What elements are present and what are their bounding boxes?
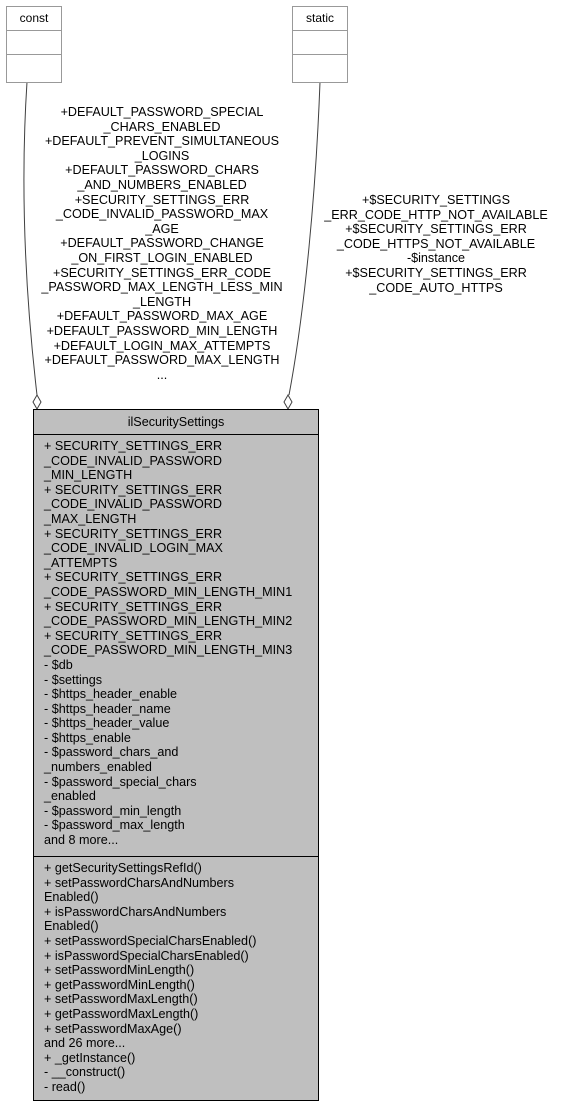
const-label-line: +DEFAULT_PASSWORD_MAX_AGE	[56, 309, 268, 324]
operation-line: + setPasswordSpecialCharsEnabled()	[44, 933, 257, 948]
const-aggregation-diamond-icon	[33, 395, 41, 409]
const-template-name: const	[7, 7, 61, 31]
static-label-line: _CODE_HTTPS_NOT_AVAILABLE	[336, 236, 536, 251]
operation-line: + _getInstance()	[44, 1050, 136, 1065]
const-template-operations	[7, 55, 61, 78]
const-label-line: _LENGTH	[132, 294, 192, 309]
class-operations-section	[34, 857, 318, 1095]
static-template-name: static	[293, 7, 347, 31]
static-label-line: +$SECURITY_SETTINGS_ERR	[345, 222, 527, 237]
static-template-box	[292, 6, 348, 83]
const-label-line: ...	[156, 367, 168, 382]
const-label-line: +DEFAULT_PASSWORD_SPECIAL	[60, 105, 264, 119]
operation-line: + getPasswordMaxLength()	[44, 1006, 199, 1021]
attribute-line: - $password_min_length	[44, 803, 182, 818]
static-label-line: _ERR_CODE_HTTP_NOT_AVAILABLE	[324, 207, 548, 222]
const-label-line: +DEFAULT_PASSWORD_CHARS	[65, 163, 259, 178]
const-label-line: +DEFAULT_LOGIN_MAX_ATTEMPTS	[53, 338, 271, 353]
operation-line: + isPasswordCharsAndNumbers	[44, 904, 227, 919]
attribute-line: + SECURITY_SETTINGS_ERR	[44, 599, 223, 614]
const-label-line: _ON_FIRST_LOGIN_ENABLED	[71, 250, 253, 265]
attribute-line: _MIN_LENGTH	[44, 468, 133, 483]
attribute-line: + SECURITY_SETTINGS_ERR	[44, 482, 223, 497]
operation-line: + getSecuritySettingsRefId()	[44, 861, 202, 875]
operation-line: Enabled()	[44, 919, 99, 934]
const-label-line: _PASSWORD_MAX_LENGTH_LESS_MIN	[41, 280, 283, 295]
static-template-attributes	[293, 31, 347, 55]
attribute-line: _enabled	[44, 789, 96, 804]
attribute-more: and 8 more...	[44, 833, 119, 848]
operation-line: + getPasswordMinLength()	[44, 977, 195, 992]
operation-line: + setPasswordMinLength()	[44, 963, 195, 978]
attribute-line: _CODE_PASSWORD_MIN_LENGTH_MIN1	[44, 584, 293, 599]
attribute-line: _CODE_INVALID_PASSWORD	[44, 453, 222, 468]
class-attributes-section	[34, 435, 318, 857]
const-edge-label	[22, 105, 302, 382]
const-label-line: _LOGINS	[134, 148, 190, 163]
static-template-operations	[293, 55, 347, 78]
attribute-line: + SECURITY_SETTINGS_ERR	[44, 439, 223, 453]
operation-line: - __construct()	[44, 1065, 126, 1080]
const-label-line: +DEFAULT_PASSWORD_CHANGE	[60, 236, 264, 251]
static-edge-label	[313, 193, 559, 295]
const-label-line: _AND_NUMBERS_ENABLED	[77, 177, 247, 192]
attribute-line: _CODE_PASSWORD_MIN_LENGTH_MIN2	[44, 614, 293, 629]
class-name: ilSecuritySettings	[34, 410, 318, 435]
operation-line: - read()	[44, 1079, 86, 1094]
const-template-attributes	[7, 31, 61, 55]
attribute-line: _ATTEMPTS	[44, 555, 118, 570]
const-label-line: +DEFAULT_PASSWORD_MAX_LENGTH	[44, 353, 280, 368]
const-label-line: +DEFAULT_PREVENT_SIMULTANEOUS	[44, 134, 280, 149]
operation-line: + isPasswordSpecialCharsEnabled()	[44, 948, 249, 963]
attribute-line: + SECURITY_SETTINGS_ERR	[44, 570, 223, 585]
const-label-line: +SECURITY_SETTINGS_ERR_CODE	[53, 265, 271, 280]
static-label-line: +$SECURITY_SETTINGS_ERR	[345, 265, 527, 280]
operation-line: + setPasswordCharsAndNumbers	[44, 875, 235, 890]
attribute-line: _CODE_INVALID_PASSWORD	[44, 497, 222, 512]
class-box-ilsecuritysettings	[33, 409, 319, 1101]
const-label-line: +DEFAULT_PASSWORD_MIN_LENGTH	[46, 323, 278, 338]
const-label-line: _CHARS_ENABLED	[103, 119, 221, 134]
attribute-line: - $settings	[44, 672, 103, 687]
attribute-line: _CODE_PASSWORD_MIN_LENGTH_MIN3	[44, 643, 293, 658]
attribute-line: _numbers_enabled	[44, 760, 152, 775]
operation-line: + setPasswordMaxAge()	[44, 1021, 182, 1036]
attribute-line: _MAX_LENGTH	[44, 511, 137, 526]
attribute-line: - $https_header_value	[44, 716, 170, 731]
attribute-line: - $password_max_length	[44, 818, 185, 833]
static-label-line: _CODE_AUTO_HTTPS	[369, 280, 503, 295]
attribute-line: - $password_special_chars	[44, 774, 197, 789]
operation-line: Enabled()	[44, 890, 99, 905]
const-label-line: _AGE	[145, 221, 179, 236]
static-label-line: +$SECURITY_SETTINGS	[361, 193, 510, 207]
attribute-line: - $https_enable	[44, 730, 131, 745]
attribute-line: + SECURITY_SETTINGS_ERR	[44, 526, 223, 541]
attribute-line: + SECURITY_SETTINGS_ERR	[44, 628, 223, 643]
attribute-line: - $https_header_enable	[44, 687, 178, 702]
static-label-line: -$instance	[406, 251, 466, 266]
attribute-line: - $https_header_name	[44, 701, 171, 716]
const-template-box	[6, 6, 62, 83]
const-label-line: _CODE_INVALID_PASSWORD_MAX	[55, 207, 269, 222]
attribute-line: - $db	[44, 657, 73, 672]
const-label-line: +SECURITY_SETTINGS_ERR	[74, 192, 250, 207]
attribute-line: _CODE_INVALID_LOGIN_MAX	[44, 541, 223, 556]
attribute-line: - $password_chars_and	[44, 745, 179, 760]
static-aggregation-diamond-icon	[284, 395, 292, 409]
operation-more: and 26 more...	[44, 1036, 126, 1051]
operation-line: + setPasswordMaxLength()	[44, 992, 198, 1007]
